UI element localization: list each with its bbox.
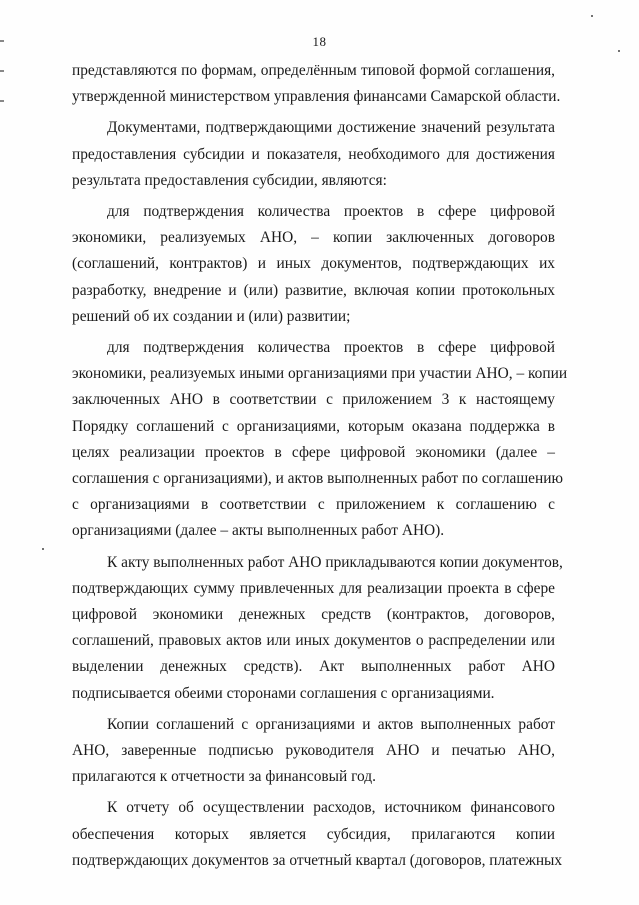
text-line: экономики, реализуемых иными организациями при участии АНО, – копии [72, 365, 568, 383]
text-line: подписывается обеими сторонами соглашения с организациями. [72, 684, 495, 702]
text-line: подтверждающих сумму привлеченных для реализации проекта в сфере [72, 579, 555, 597]
paragraph-documents [72, 115, 555, 194]
text-line: обеспечения которых является субсидия, прилагаются копии [72, 825, 555, 843]
text-line: целях реализации проектов в сфере цифровой экономики (далее – [72, 443, 555, 461]
text-line: (соглашений, контрактов) и иных документов, подтверждающих их [72, 255, 555, 273]
text-line: организациями (далее – акты выполненных работ АНО). [72, 522, 445, 540]
text-line: экономики, реализуемых АНО, – копии заключенных договоров [72, 229, 555, 247]
scan-speck [591, 15, 593, 17]
text-line: утвержденной министерством управления финансами Самарской области. [72, 88, 561, 106]
body-text [72, 58, 568, 874]
paragraph-copies-certified [72, 712, 555, 791]
text-line: соглашения с организациями), и актов выполненных работ по соглашению [72, 470, 563, 488]
text-line: Порядку соглашений с организациями, которым оказана поддержка в [72, 417, 555, 435]
text-line: решений об их создании и (или) развитии; [72, 307, 351, 325]
text-line: К отчету об осуществлении расходов, источником финансового [107, 799, 555, 817]
scan-speck [42, 548, 44, 550]
text-line: разработку, внедрение и (или) развитие, включая копии протокольных [72, 281, 555, 299]
paragraph-expense-report [72, 795, 563, 874]
text-line: Копии соглашений с организациями и актов выполненных работ [107, 715, 555, 733]
text-line: с организациями в соответствии с приложением к соглашению с [72, 496, 555, 514]
text-line: соглашений, правовых актов или иных документов о распределении или [72, 632, 555, 650]
text-line: результата предоставления субсидии, являются: [72, 171, 387, 189]
scan-edge-mark [0, 100, 4, 102]
scan-speck [618, 50, 620, 52]
text-line: предоставления субсидии и показателя, необходимого для достижения [72, 145, 555, 163]
text-line: для подтверждения количества проектов в сфере цифровой [107, 203, 555, 221]
text-line: для подтверждения количества проектов в сфере цифровой [107, 339, 555, 357]
text-line: выделении денежных средств). Акт выполненных работ АНО [72, 658, 555, 676]
text-line: цифровой экономики денежных средств (контрактов, договоров, [72, 606, 555, 624]
scan-edge-mark [0, 40, 4, 42]
text-line: представляются по формам, определённым типовой формой соглашения, [72, 62, 555, 79]
paragraph-continuation [72, 58, 561, 110]
text-line: подтверждающих документов за отчетный квартал (договоров, платежных [72, 851, 563, 869]
page-number: 18 [312, 34, 327, 49]
paragraph-ano-projects [72, 199, 555, 330]
scan-edge-mark [0, 70, 4, 72]
text-line: Документами, подтверждающими достижение значений результата [107, 119, 555, 137]
text-line: АНО, заверенные подписью руководителя АНО и печатью АНО, [72, 742, 555, 760]
text-line: К акту выполненных работ АНО прикладываются копии документов, [107, 553, 563, 571]
text-line: прилагаются к отчетности за финансовый год. [72, 768, 376, 786]
paragraph-other-organizations [72, 335, 568, 545]
text-line: заключенных АНО в соответствии с приложением 3 к настоящему [72, 391, 555, 409]
paragraph-act-attachments [72, 550, 563, 707]
